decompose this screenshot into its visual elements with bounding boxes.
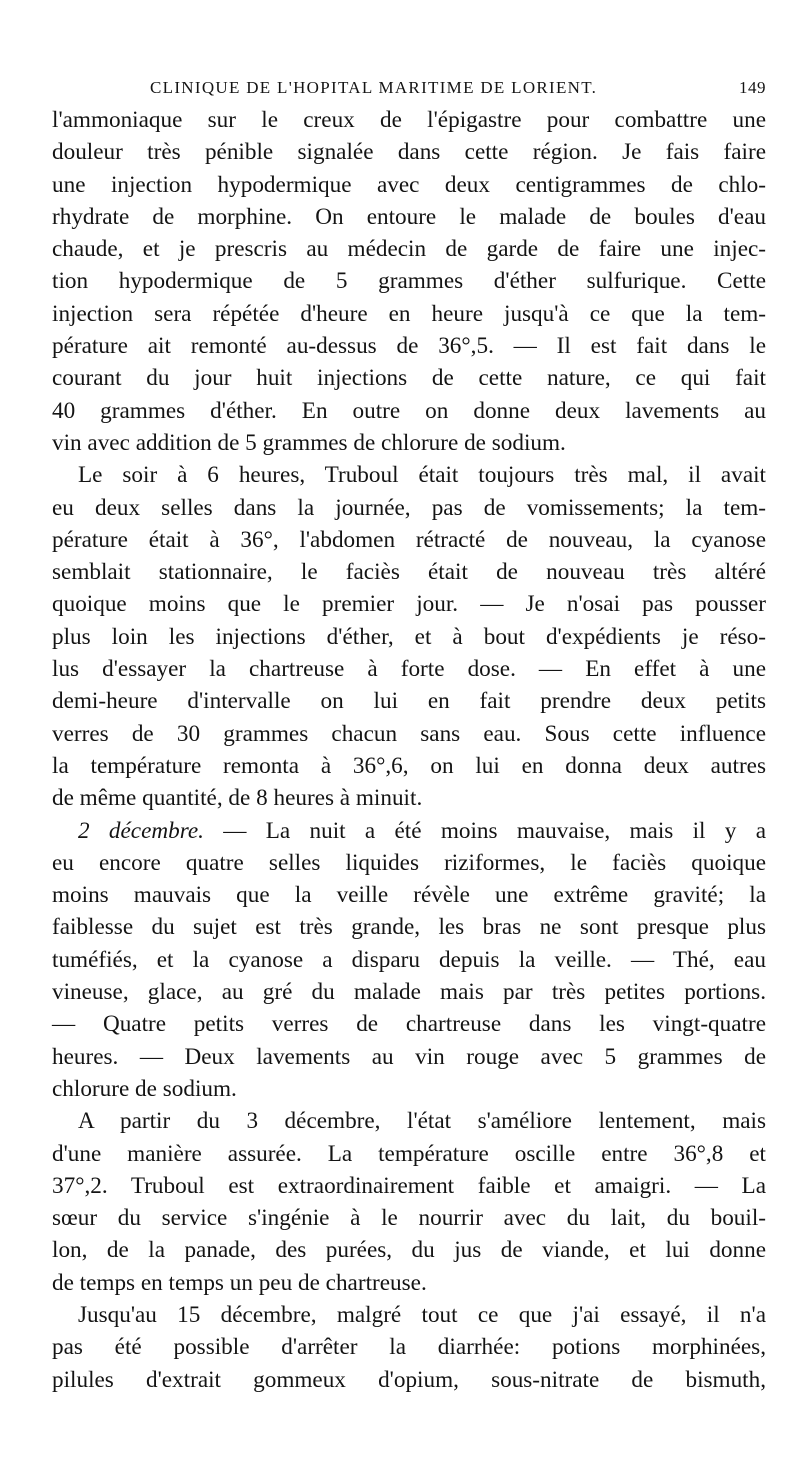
text-line: A partir du 3 décembre, l'état s'améliore lentement, mais: [78, 1108, 766, 1135]
paragraph-4: [52, 1105, 766, 1299]
text-line: une injection hypodermique avec deux centigrammes de chlo-: [52, 171, 766, 198]
text-line: injection sera répétée d'heure en heure jusqu'à ce que la tem-: [52, 300, 766, 327]
paragraph-2: [52, 459, 766, 814]
paragraph-3: [52, 815, 766, 1106]
text-line: pilules d'extrait gommeux d'opium, sous-nitrate de bismuth,: [52, 1366, 766, 1393]
text-line: courant du jour huit injections de cette nature, ce qui fait: [52, 365, 766, 392]
text-line: tuméfiés, et la cyanose a disparu depuis la veille. — Thé, eau: [52, 946, 766, 973]
text-line: d'une manière assurée. La température oscille entre 36°,8 et: [52, 1140, 766, 1167]
text-line: 37°,2. Truboul est extraordinairement faible et amaigri. — La: [52, 1172, 766, 1199]
text-line: pas été possible d'arrêter la diarrhée: potions morphinées,: [52, 1334, 766, 1361]
text-line: [52, 815, 766, 847]
text-line: Jusqu'au 15 décembre, malgré tout ce que j'ai essayé, il n'a: [78, 1301, 766, 1328]
text-line: rhydrate de morphine. On entoure le malade de boules d'eau: [52, 203, 766, 230]
text-line: faiblesse du sujet est très grande, les bras ne sont presque plus: [52, 914, 766, 941]
text-line: vin avec addition de 5 grammes de chlorure de sodium.: [52, 429, 566, 456]
text-line: la température remonta à 36°,6, on lui en donna deux autres: [52, 752, 766, 779]
text-line: eu encore quatre selles liquides riziformes, le faciès quoique: [52, 849, 766, 876]
text-line: plus loin les injections d'éther, et à bout d'expédients je réso-: [52, 623, 766, 650]
text-line: de temps en temps un peu de chartreuse.: [52, 1269, 427, 1296]
text-line: — Quatre petits verres de chartreuse dans les vingt-quatre: [52, 1011, 766, 1038]
paragraph-1: [52, 104, 766, 459]
running-head: [52, 78, 766, 98]
text-line: chaude, et je prescris au médecin de garde de faire une injec-: [52, 236, 766, 263]
text-line: tion hypodermique de 5 grammes d'éther sulfurique. Cette: [52, 268, 766, 295]
paragraph-5: [52, 1299, 766, 1396]
text-line: chlorure de sodium.: [52, 1075, 237, 1102]
text-fragment: — La nuit a été moins mauvaise, mais il y a: [203, 817, 766, 844]
text-line: lus d'essayer la chartreuse à forte dose. — En effet à une: [52, 656, 766, 683]
text-line: douleur très pénible signalée dans cette région. Je fais faire: [52, 139, 766, 166]
date-label: 2 décembre.: [78, 817, 204, 844]
text-line: quoique moins que le premier jour. — Je n'osai pas pousser: [52, 591, 766, 618]
text-line: lon, de la panade, des purées, du jus de viande, et lui donne: [52, 1237, 766, 1264]
text-line: pérature était à 36°, l'abdomen rétracté de nouveau, la cyanose: [52, 526, 766, 553]
book-page: [52, 78, 766, 1396]
text-line: verres de 30 grammes chacun sans eau. Sous cette influence: [52, 720, 766, 747]
text-line: heures. — Deux lavements au vin rouge avec 5 grammes de: [52, 1043, 766, 1070]
text-line: demi-heure d'intervalle on lui en fait prendre deux petits: [52, 688, 766, 715]
text-line: l'ammoniaque sur le creux de l'épigastre pour combattre une: [52, 107, 766, 133]
text-line: Le soir à 6 heures, Truboul était toujours très mal, il avait: [78, 462, 766, 489]
text-line: vineuse, glace, au gré du malade mais par très petites portions.: [52, 979, 766, 1006]
text-line: semblait stationnaire, le faciès était de nouveau très altéré: [52, 559, 766, 586]
text-line: moins mauvais que la veille révèle une extrême gravité; la: [52, 882, 766, 909]
text-line: 40 grammes d'éther. En outre on donne deux lavements au: [52, 397, 766, 424]
text-line: de même quantité, de 8 heures à minuit.: [52, 785, 423, 812]
page-number: 149: [739, 78, 766, 97]
text-line: pérature ait remonté au-dessus de 36°,5. — Il est fait dans le: [52, 333, 766, 360]
text-line: eu deux selles dans la journée, pas de vomissements; la tem-: [52, 494, 766, 521]
text-line: sœur du service s'ingénie à le nourrir avec du lait, du bouil-: [52, 1205, 766, 1232]
running-title: CLINIQUE DE L'HOPITAL MARITIME DE LORIENT.: [150, 78, 598, 97]
